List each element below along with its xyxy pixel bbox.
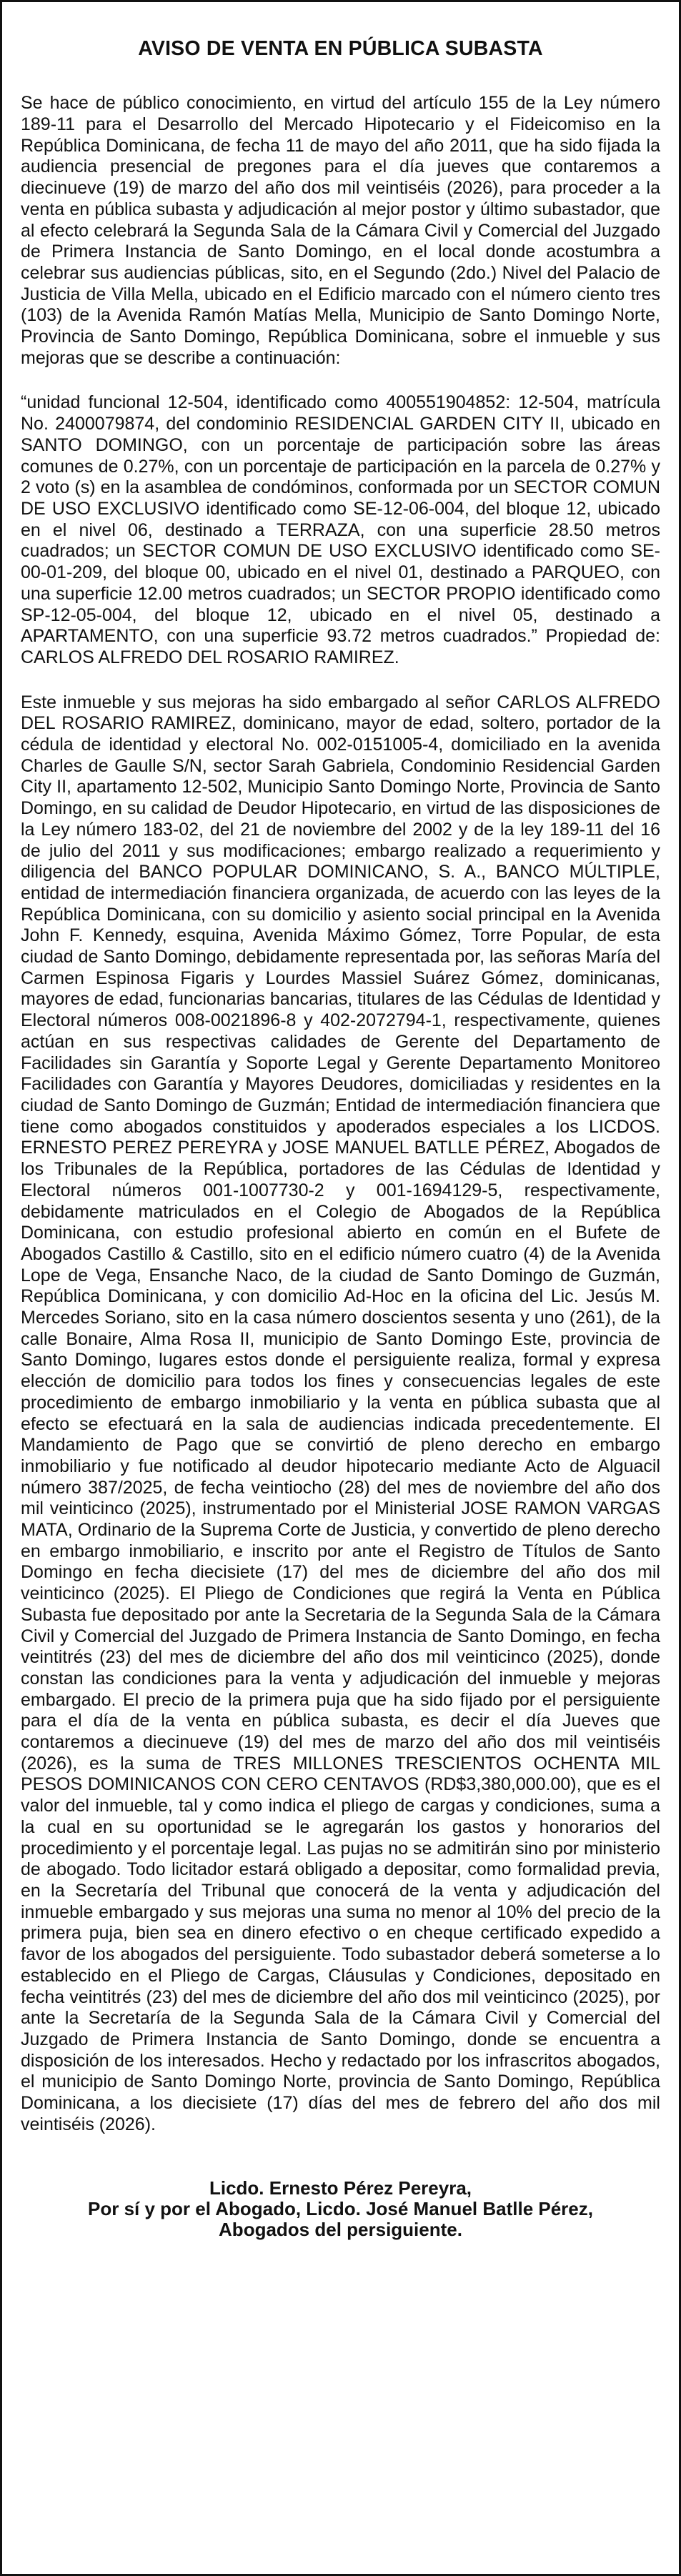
signature-role: Abogados del persiguiente.	[219, 2219, 462, 2241]
signature-block	[21, 2178, 660, 2240]
notice-title: AVISO DE VENTA EN PÚBLICA SUBASTA	[138, 37, 543, 60]
signature-attorney-name: Licdo. Ernesto Pérez Pereyra,	[209, 2177, 472, 2199]
notice-paragraph-property-description: “unidad funcional 12-504, identificado como 400551904852: 12-504, matrícula No. 2400079874, del condominio RESIDENCIAL GARDEN CITY II, ubicado en SANTO DOMINGO, con un porcentaje de participación sobre las áreas comunes de 0.27%, con un porcentaje de participación en la parcela de 0.27% y 2 voto (s) en la asamblea de condóminos, conformada por un SECTOR COMUN DE USO EXCLUSIVO identificado como SE-12-06-004, del bloque 12, ubicado en el nivel 06, destinado a TERRAZA, con una superficie 28.50 metros cuadrados; un SECTOR COMUN DE USO EXCLUSIVO identificado como SE-00-01-209, del bloque 00, ubicado en el nivel 01, destinado a PARQUEO, con una superficie 12.00 metros cuadrados; un SECTOR PROPIO identificado como SP-12-05-004, del bloque 12, ubicado en el nivel 05, destinado a APARTAMENTO, con una superficie 93.72 metros cuadrados.” Propiedad de: CARLOS ALFREDO DEL ROSARIO RAMIREZ.	[21, 392, 660, 667]
notice-paragraph-hearing: Se hace de público conocimiento, en virtud del artículo 155 de la Ley número 189-11 para el Desarrollo del Mercado Hipotecario y el Fideicomiso en la República Dominicana, de fecha 11 de mayo del año 2011, que ha sido fijada la audiencia presencial de pregones para el día jueves que contaremos a diecinueve (19) de marzo del año dos mil veintiséis (2026), para proceder a la venta en pública subasta y adjudicación al mejor postor y último subastador, que al efecto celebrará la Segunda Sala de la Cámara Civil y Comercial del Juzgado de Primera Instancia de Santo Domingo, en el local donde acostumbra a celebrar sus audiencias públicas, sito, en el Segundo (2do.) Nivel del Palacio de Justicia de Villa Mella, ubicado en el Edificio marcado con el número ciento tres (103) de la Avenida Ramón Matías Mella, Municipio de Santo Domingo Norte, Provincia de Santo Domingo, República Dominicana, sobre el inmueble y sus mejoras que se describe a continuación:	[21, 93, 660, 368]
signature-co-attorney: Por sí y por el Abogado, Licdo. José Manuel Batlle Pérez,	[88, 2198, 593, 2220]
notice-paragraph-seizure-details: Este inmueble y sus mejoras ha sido embargado al señor CARLOS ALFREDO DEL ROSARIO RAMIREZ, dominicano, mayor de edad, soltero, portador de la cédula de identidad y electoral No. 002-0151005-4, domiciliado en la avenida Charles de Gaulle S/N, sector Sarah Gabriela, Condominio Residencial Garden City II, apartamento 12-502, Municipio Santo Domingo Norte, Provincia de Santo Domingo, en su calidad de Deudor Hipotecario, en virtud de las disposiciones de la Ley número 183-02, del 21 de noviembre del 2002 y de la ley 189-11 del 16 de julio del 2011 y sus modificaciones; embargo realizado a requerimiento y diligencia del BANCO POPULAR DOMINICANO, S. A., BANCO MÚLTIPLE, entidad de intermediación financiera organizada, de acuerdo con las leyes de la República Dominicana, con su domicilio y asiento social principal en la Avenida John F. Kennedy, esquina, Avenida Máximo Gómez, Torre Popular, de esta ciudad de Santo Domingo, debidamente representada por, las señoras María del Carmen Espinosa Figaris y Lourdes Massiel Suárez Gómez, dominicanas, mayores de edad, funcionarias bancarias, titulares de las Cédulas de Identidad y Electoral números 008-0021896-8 y 402-2072794-1, respectivamente, quienes actúan en sus respectivas calidades de Gerente del Departamento de Facilidades sin Garantía y Soporte Legal y Gerente Departamento Monitoreo Facilidades con Garantía y Mayores Deudores, domiciliadas y residentes en la ciudad de Santo Domingo de Guzmán; Entidad de intermediación financiera que tiene como abogados constituidos y apoderados especiales a los LICDOS. ERNESTO PEREZ PEREYRA y JOSE MANUEL BATLLE PÉREZ, Abogados de los Tribunales de la República, portadores de las Cédulas de Identidad y Electoral números 001-1007730-2 y 001-1694129-5, respectivamente, debidamente matriculados en el Colegio de Abogados de la República Dominicana, con estudio profesional abierto en común en el Bufete de Abogados Castillo & Castillo, sito en el edificio número cuatro (4) de la Avenida Lope de Vega, Ensanche Naco, de la ciudad de Santo Domingo de Guzmán, República Dominicana, y con domicilio Ad-Hoc en la oficina del Lic. Jesús M. Mercedes Soriano, sito en la casa número doscientos sesenta y uno (261), de la calle Bonaire, Alma Rosa II, municipio de Santo Domingo Este, provincia de Santo Domingo, lugares estos donde el persiguiente realiza, formal y expresa elección de domicilio para todos los fines y consecuencias legales de este procedimiento de embargo inmobiliario y la venta en pública subasta que al efecto se efectuará en la sala de audiencias indicada precedentemente. El Mandamiento de Pago que se convirtió de pleno derecho en embargo inmobiliario y fue notificado al deudor hipotecario mediante Acto de Alguacil número 387/2025, de fecha veintiocho (28) del mes de noviembre del año dos mil veinticinco (2025), instrumentado por el Ministerial JOSE RAMON VARGAS MATA, Ordinario de la Suprema Corte de Justicia, y convertido de pleno derecho en embargo inmobiliario, e inscrito por ante el Registro de Títulos de Santo Domingo en fecha diecisiete (17) del mes de diciembre del año dos mil veinticinco (2025). El Pliego de Condiciones que regirá la Venta en Pública Subasta fue depositado por ante la Secretaria de la Segunda Sala de la Cámara Civil y Comercial del Juzgado de Primera Instancia de Santo Domingo, en fecha veintitrés (23) del mes de diciembre del año dos mil veinticinco (2025), donde constan las condiciones para la venta y adjudicación del inmueble y mejoras embargado. El precio de la primera puja que ha sido fijado por el persiguiente para el día de la venta en pública subasta, es decir el día Jueves que contaremos a diecinueve (19) del mes de marzo del año dos mil veintiséis (2026), es la suma de TRES MILLONES TRESCIENTOS OCHENTA MIL PESOS DOMINICANOS CON CERO CENTAVOS (RD$3,380,000.00), que es el valor del inmueble, tal y como indica el pliego de cargas y condiciones, suma a la cual en su oportunidad se le agregarán los gastos y honorarios del procedimiento y el porcentaje legal. Las pujas no se admitirán sino por ministerio de abogado. Todo licitador estará obligado a depositar, como formalidad previa, en la Secretaría del Tribunal que conocerá de la venta y adjudicación del inmueble embargado y sus mejoras una suma no menor al 10% del precio de la primera puja, bien sea en dinero efectivo o en cheque certificado expedido a favor de los abogados del persiguiente. Todo subastador deberá someterse a lo establecido en el Pliego de Cargas, Cláusulas y Condiciones, depositado en fecha veintitrés (23) del mes de diciembre del año dos mil veinticinco (2025), por ante la Secretaría de la Segunda Sala de la Cámara Civil y Comercial del Juzgado de Primera Instancia de Santo Domingo, donde se encuentra a disposición de los interesados. Hecho y redactado por los infrascritos abogados, el municipio de Santo Domingo Norte, provincia de Santo Domingo, República Dominicana, a los diecisiete (17) días del mes de febrero del año dos mil veintiséis (2026).	[21, 692, 661, 2134]
